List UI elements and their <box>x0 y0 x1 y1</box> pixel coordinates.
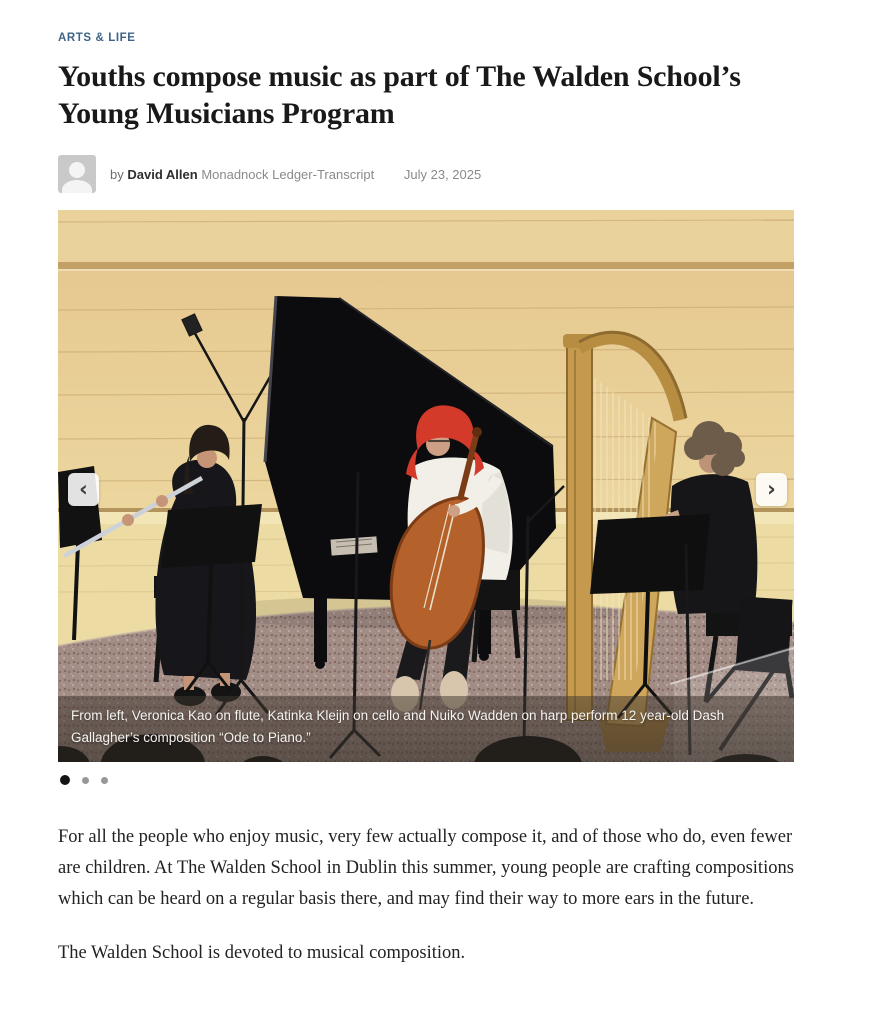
stage-photo-illustration <box>58 210 794 762</box>
byline-author: David Allen <box>127 166 198 182</box>
carousel-next-button[interactable] <box>756 473 787 506</box>
carousel-dot-3[interactable] <box>101 777 108 784</box>
byline-date: July 23, 2025 <box>403 166 482 182</box>
carousel-dot-2[interactable] <box>82 777 89 784</box>
carousel-prev-button[interactable] <box>68 473 99 506</box>
carousel-dot-1[interactable] <box>60 775 70 785</box>
chevron-left-icon: ‹ <box>79 477 88 501</box>
page-title: Youths compose music as part of The Walden School’s Young Musicians Program <box>58 60 741 130</box>
article-paragraph: The Walden School is devoted to musical composition. <box>58 943 466 963</box>
article-body <box>58 822 794 969</box>
article-page <box>58 0 794 969</box>
byline-publication: Monadnock Ledger-Transcript <box>201 166 375 182</box>
photo-carousel <box>58 210 794 786</box>
article-photo <box>58 210 794 762</box>
article-paragraph: For all the people who enjoy music, very few actually compose it, and of those who do, even fewer are children. At The Walden School in Dublin this summer, young people are crafting compositions which can be heard on a regular basis there, and may find their way to more ears in the future. <box>58 827 794 909</box>
byline-prefix: by <box>110 166 124 182</box>
carousel-dots <box>58 774 794 786</box>
chevron-right-icon: › <box>767 477 776 501</box>
photo-caption: From left, Veronica Kao on flute, Katinka Kleijn on cello and Nuiko Wadden on harp perform 12 year-old Dash Gallagher’s composition “Ode to Piano.” <box>58 696 794 762</box>
avatar-person-icon <box>69 162 85 178</box>
byline <box>58 154 794 194</box>
author-avatar <box>58 155 96 193</box>
category-link[interactable]: ARTS & LIFE <box>58 32 136 44</box>
